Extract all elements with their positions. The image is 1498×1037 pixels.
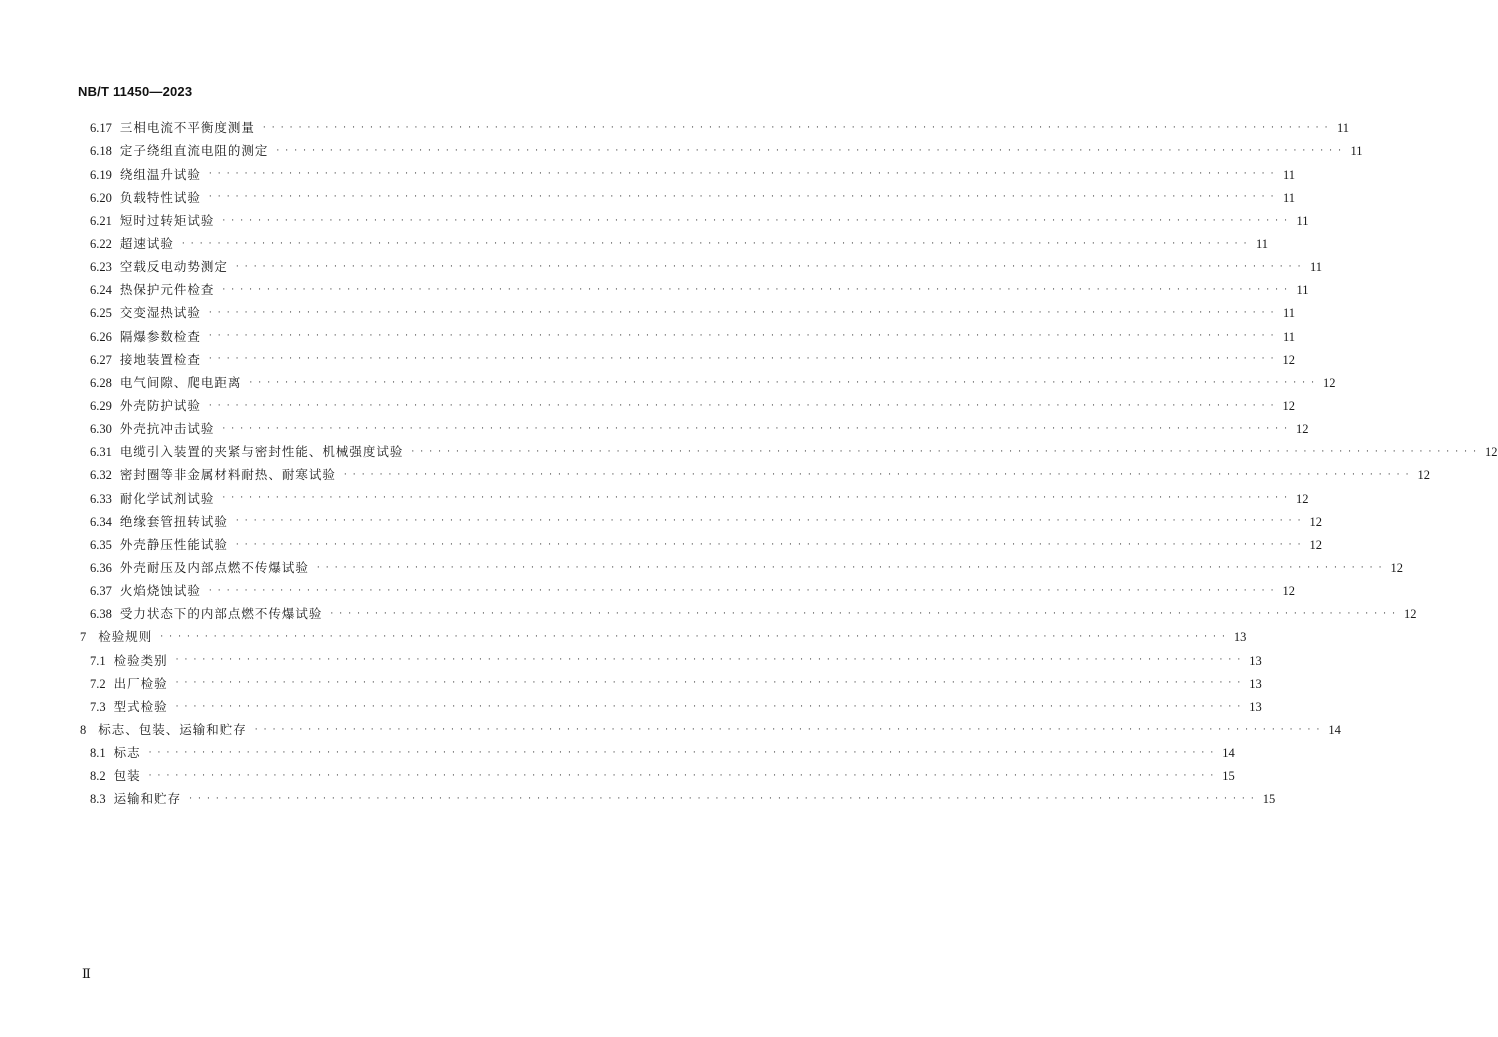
- toc-dot-leader: · · · · · · · · · · · · · · · · · · · · · · · · · · · · · · · · · · · · · · · · · · · · · · · · · · · · · · · · · · · · · · · · · · · · · · · · · · · · · · · · · · · · · · · · · · · · · · · · · · · · · · · · · · · · · · · · · · · · · · · ·: [208, 354, 1276, 365]
- toc-dot-leader: · · · · · · · · · · · · · · · · · · · · · · · · · · · · · · · · · · · · · · · · · · · · · · · · · · · · · · · · · · · · · · · · · · · · · · · · · · · · · · · · · · · · · · · · · · · · · · · · · · · · · · · · · · · · · · · · · · · · · · · ·: [222, 423, 1289, 434]
- toc-dot-leader: · · · · · · · · · · · · · · · · · · · · · · · · · · · · · · · · · · · · · · · · · · · · · · · · · · · · · · · · · · · · · · · · · · · · · · · · · · · · · · · · · · · · · · · · · · · · · · · · · · · · · · · · · · · · · · · · · · · · · · · ·: [208, 331, 1276, 342]
- toc-entry-number: 7.3: [90, 699, 106, 714]
- toc-entry-title: 外壳静压性能试验: [119, 536, 228, 552]
- toc-dot-leader: · · · · · · · · · · · · · · · · · · · · · · · · · · · · · · · · · · · · · · · · · · · · · · · · · · · · · · · · · · · · · · · · · · · · · · · · · · · · · · · · · · · · · · · · · · · · · · · · · · · · · · · · · · · · · · · · · · · · · · · ·: [189, 794, 1256, 805]
- toc-entry-page: 13: [1249, 699, 1262, 714]
- page-number: Ⅱ: [82, 966, 91, 981]
- toc-entry-number: 6.30: [90, 422, 112, 437]
- toc-dot-leader: · · · · · · · · · · · · · · · · · · · · · · · · · · · · · · · · · · · · · · · · · · · · · · · · · · · · · · · · · · · · · · · · · · · · · · · · · · · · · · · · · · · · · · · · · · · · · · · · · · · · · · · · · · · · · · · · · · · · · · · ·: [411, 447, 1478, 458]
- toc-entry-title: 外壳抗冲击试验: [119, 421, 215, 437]
- toc-dot-leader: · · · · · · · · · · · · · · · · · · · · · · · · · · · · · · · · · · · · · · · · · · · · · · · · · · · · · · · · · · · · · · · · · · · · · · · · · · · · · · · · · · · · · · · · · · · · · · · · · · · · · · · · · · · · · · · · · · · · · · · ·: [160, 632, 1227, 643]
- toc-entry[interactable]: [0, 626, 1247, 649]
- toc-entry-page: 11: [1282, 306, 1296, 321]
- toc-entry[interactable]: [0, 487, 1309, 510]
- toc-entry-number: 6.31: [90, 445, 112, 460]
- toc-entry[interactable]: [0, 163, 1296, 186]
- toc-entry[interactable]: [0, 719, 1341, 742]
- toc-entry-number: 7: [80, 630, 87, 645]
- toc-entry-title: 标志、包装、运输和贮存: [98, 721, 247, 737]
- toc-dot-leader: · · · · · · · · · · · · · · · · · · · · · · · · · · · · · · · · · · · · · · · · · · · · · · · · · · · · · · · · · · · · · · · · · · · · · · · · · · · · · · · · · · · · · · · · · · · · · · · · · · · · · · · · · · · · · · · · · · · · · · · ·: [175, 701, 1242, 712]
- toc-entry-number: 6.27: [90, 352, 112, 367]
- toc-dot-leader: · · · · · · · · · · · · · · · · · · · · · · · · · · · · · · · · · · · · · · · · · · · · · · · · · · · · · · · · · · · · · · · · · · · · · · · · · · · · · · · · · · · · · · · · · · · · · · · · · · · · · · · · · · · · · · · · · · · · · · · ·: [222, 215, 1289, 226]
- toc-entry[interactable]: [0, 441, 1498, 464]
- toc-entry-page: 12: [1296, 422, 1309, 437]
- toc-entry-page: 12: [1282, 352, 1296, 367]
- toc-dot-leader: · · · · · · · · · · · · · · · · · · · · · · · · · · · · · · · · · · · · · · · · · · · · · · · · · · · · · · · · · · · · · · · · · · · · · · · · · · · · · · · · · · · · · · · · · · · · · · · · · · · · · · · · · · · · · · · · · · · · · · · ·: [330, 609, 1397, 620]
- toc-entry[interactable]: [0, 510, 1323, 533]
- toc-dot-leader: · · · · · · · · · · · · · · · · · · · · · · · · · · · · · · · · · · · · · · · · · · · · · · · · · · · · · · · · · · · · · · · · · · · · · · · · · · · · · · · · · · · · · · · · · · · · · · · · · · · · · · · · · · · · · · · · · · · · · · · ·: [343, 470, 1411, 481]
- toc-entry-number: 8.1: [90, 746, 106, 761]
- toc-entry-title: 空载反电动势测定: [119, 259, 228, 275]
- toc-dot-leader: · · · · · · · · · · · · · · · · · · · · · · · · · · · · · · · · · · · · · · · · · · · · · · · · · · · · · · · · · · · · · · · · · · · · · · · · · · · · · · · · · · · · · · · · · · · · · · · · · · · · · · · · · · · · · · · · · · · · · · · ·: [148, 747, 1215, 758]
- table-of-contents: [0, 117, 1498, 811]
- toc-entry[interactable]: [0, 302, 1296, 325]
- toc-entry-title: 绕组温升试验: [119, 166, 201, 182]
- toc-dot-leader: · · · · · · · · · · · · · · · · · · · · · · · · · · · · · · · · · · · · · · · · · · · · · · · · · · · · · · · · · · · · · · · · · · · · · · · · · · · · · · · · · · · · · · · · · · · · · · · · · · · · · · · · · · · · · · · · · · · · · · · ·: [316, 562, 1384, 573]
- toc-entry[interactable]: [0, 672, 1262, 695]
- toc-entry-page: 11: [1255, 237, 1269, 252]
- toc-dot-leader: · · · · · · · · · · · · · · · · · · · · · · · · · · · · · · · · · · · · · · · · · · · · · · · · · · · · · · · · · · · · · · · · · · · · · · · · · · · · · · · · · · · · · · · · · · · · · · · · · · · · · · · · · · · · · · · · · · · · · · · ·: [235, 539, 1303, 550]
- toc-entry-title: 短时过转矩试验: [119, 212, 215, 228]
- toc-entry-page: 14: [1222, 746, 1235, 761]
- toc-entry-title: 负载特性试验: [119, 189, 201, 205]
- toc-dot-leader: · · · · · · · · · · · · · · · · · · · · · · · · · · · · · · · · · · · · · · · · · · · · · · · · · · · · · · · · · · · · · · · · · · · · · · · · · · · · · · · · · · · · · · · · · · · · · · · · · · · · · · · · · · · · · · · · · · · · · · · ·: [181, 238, 1249, 249]
- toc-dot-leader: · · · · · · · · · · · · · · · · · · · · · · · · · · · · · · · · · · · · · · · · · · · · · · · · · · · · · · · · · · · · · · · · · · · · · · · · · · · · · · · · · · · · · · · · · · · · · · · · · · · · · · · · · · · · · · · · · · · · · · · ·: [235, 516, 1303, 527]
- toc-entry-number: 6.18: [90, 144, 112, 159]
- toc-entry-page: 12: [1296, 491, 1309, 506]
- toc-dot-leader: · · · · · · · · · · · · · · · · · · · · · · · · · · · · · · · · · · · · · · · · · · · · · · · · · · · · · · · · · · · · · · · · · · · · · · · · · · · · · · · · · · · · · · · · · · · · · · · · · · · · · · · · · · · · · · · · · · · · · · · ·: [208, 169, 1276, 180]
- toc-entry-page: 11: [1296, 213, 1309, 228]
- toc-entry[interactable]: [0, 186, 1296, 209]
- toc-entry-number: 6.36: [90, 560, 112, 575]
- toc-entry[interactable]: [0, 140, 1363, 163]
- toc-entry[interactable]: [0, 788, 1276, 811]
- toc-entry[interactable]: [0, 603, 1417, 626]
- toc-entry[interactable]: [0, 557, 1404, 580]
- toc-entry-number: 6.17: [90, 121, 112, 136]
- toc-entry-page: 12: [1282, 399, 1296, 413]
- toc-entry-number: 6.23: [90, 260, 112, 275]
- toc-entry[interactable]: [0, 765, 1235, 788]
- toc-dot-leader: · · · · · · · · · · · · · · · · · · · · · · · · · · · · · · · · · · · · · · · · · · · · · · · · · · · · · · · · · · · · · · · · · · · · · · · · · · · · · · · · · · · · · · · · · · · · · · · · · · · · · · · · · · · · · · · · · · · · · · · ·: [235, 261, 1303, 272]
- toc-entry[interactable]: [0, 256, 1323, 279]
- toc-entry[interactable]: [0, 696, 1262, 719]
- toc-dot-leader: · · · · · · · · · · · · · · · · · · · · · · · · · · · · · · · · · · · · · · · · · · · · · · · · · · · · · · · · · · · · · · · · · · · · · · · · · · · · · · · · · · · · · · · · · · · · · · · · · · · · · · · · · · · · · · · · · · · · · · · ·: [249, 377, 1316, 388]
- toc-entry-number: 6.25: [90, 306, 112, 321]
- toc-dot-leader: · · · · · · · · · · · · · · · · · · · · · · · · · · · · · · · · · · · · · · · · · · · · · · · · · · · · · · · · · · · · · · · · · · · · · · · · · · · · · · · · · · · · · · · · · · · · · · · · · · · · · · · · · · · · · · · · · · · · · · · ·: [175, 655, 1242, 666]
- toc-entry-title: 电缆引入装置的夹紧与密封性能、机械强度试验: [119, 444, 404, 460]
- toc-entry-number: 6.22: [90, 237, 112, 252]
- toc-entry-number: 6.35: [90, 537, 112, 552]
- toc-entry-page: 11: [1282, 190, 1296, 205]
- toc-entry-page: 11: [1282, 329, 1296, 344]
- toc-entry-page: 12: [1390, 560, 1404, 575]
- toc-dot-leader: · · · · · · · · · · · · · · · · · · · · · · · · · · · · · · · · · · · · · · · · · · · · · · · · · · · · · · · · · · · · · · · · · · · · · · · · · · · · · · · · · · · · · · · · · · · · · · · · · · · · · · · · · · · · · · · · · · · · · · · ·: [208, 308, 1276, 319]
- toc-entry-title: 定子绕组直流电阻的测定: [119, 143, 269, 159]
- toc-dot-leader: · · · · · · · · · · · · · · · · · · · · · · · · · · · · · · · · · · · · · · · · · · · · · · · · · · · · · · · · · · · · · · · · · · · · · · · · · · · · · · · · · · · · · · · · · · · · · · · · · · · · · · · · · · · · · · · · · · · · · · · ·: [222, 493, 1289, 504]
- toc-entry[interactable]: [0, 534, 1323, 557]
- toc-dot-leader: · · · · · · · · · · · · · · · · · · · · · · · · · · · · · · · · · · · · · · · · · · · · · · · · · · · · · · · · · · · · · · · · · · · · · · · · · · · · · · · · · · · · · · · · · · · · · · · · · · · · · · · · · · · · · · · · · · · · · · · ·: [208, 585, 1276, 596]
- toc-entry[interactable]: [0, 372, 1336, 395]
- toc-entry-page: 12: [1282, 584, 1296, 599]
- toc-entry-page: 12: [1309, 537, 1323, 552]
- toc-entry-number: 6.32: [90, 468, 112, 483]
- toc-entry-number: 6.24: [90, 283, 112, 298]
- toc-entry-title: 标志: [113, 745, 141, 761]
- toc-entry[interactable]: [0, 742, 1235, 765]
- toc-entry-title: 检验类别: [113, 652, 168, 668]
- toc-entry-title: 耐化学试剂试验: [119, 490, 215, 506]
- toc-dot-leader: · · · · · · · · · · · · · · · · · · · · · · · · · · · · · · · · · · · · · · · · · · · · · · · · · · · · · · · · · · · · · · · · · · · · · · · · · · · · · · · · · · · · · · · · · · · · · · · · · · · · · · · · · · · · · · · · · · · · · · · ·: [148, 771, 1215, 781]
- toc-entry[interactable]: [0, 348, 1296, 371]
- toc-entry-number: 8: [80, 722, 87, 737]
- toc-entry-number: 6.19: [90, 167, 112, 182]
- toc-entry[interactable]: [0, 395, 1296, 418]
- toc-entry-number: 6.29: [90, 399, 112, 413]
- toc-entry[interactable]: [0, 279, 1309, 302]
- toc-entry-page: 12: [1323, 375, 1336, 390]
- toc-dot-leader: · · · · · · · · · · · · · · · · · · · · · · · · · · · · · · · · · · · · · · · · · · · · · · · · · · · · · · · · · · · · · · · · · · · · · · · · · · · · · · · · · · · · · · · · · · · · · · · · · · · · · · · · · · · · · · · · · · · · · · · ·: [222, 285, 1289, 296]
- toc-entry-title: 型式检验: [113, 698, 168, 714]
- toc-entry[interactable]: [0, 233, 1269, 256]
- toc-entry-number: 6.21: [90, 213, 112, 228]
- toc-entry-number: 6.28: [90, 375, 112, 390]
- toc-entry-title: 交变湿热试验: [119, 305, 201, 321]
- toc-entry-number: 6.34: [90, 514, 112, 529]
- toc-entry-page: 12: [1404, 607, 1417, 622]
- toc-entry-page: 11: [1336, 121, 1350, 136]
- toc-entry-page: 12: [1485, 445, 1498, 460]
- toc-entry-page: 12: [1309, 514, 1323, 529]
- toc-entry-title: 接地装置检查: [119, 351, 201, 367]
- toc-entry-title: 密封圈等非金属材料耐热、耐寒试验: [119, 467, 336, 483]
- toc-entry-page: 14: [1328, 722, 1341, 737]
- toc-entry-title: 三相电流不平衡度测量: [119, 120, 255, 136]
- toc-entry[interactable]: [0, 580, 1296, 603]
- toc-entry-page: 13: [1249, 676, 1262, 691]
- toc-entry-title: 检验规则: [98, 629, 153, 645]
- toc-entry-number: 6.38: [90, 607, 112, 622]
- toc-entry-page: 11: [1350, 144, 1363, 159]
- toc-entry-title: 包装: [113, 768, 141, 784]
- toc-entry-title: 外壳防护试验: [119, 398, 201, 413]
- toc-dot-leader: · · · · · · · · · · · · · · · · · · · · · · · · · · · · · · · · · · · · · · · · · · · · · · · · · · · · · · · · · · · · · · · · · · · · · · · · · · · · · · · · · · · · · · · · · · · · · · · · · · · · · · · · · · · · · · · · · · · · · · · ·: [175, 678, 1242, 689]
- toc-entry-title: 电气间隙、爬电距离: [119, 374, 242, 390]
- toc-entry-page: 11: [1282, 167, 1296, 182]
- toc-entry-number: 6.20: [90, 190, 112, 205]
- toc-entry-title: 绝缘套管扭转试验: [119, 513, 228, 529]
- toc-dot-leader: · · · · · · · · · · · · · · · · · · · · · · · · · · · · · · · · · · · · · · · · · · · · · · · · · · · · · · · · · · · · · · · · · · · · · · · · · · · · · · · · · · · · · · · · · · · · · · · · · · · · · · · · · · · · · · · · · · · · · · · ·: [208, 192, 1276, 203]
- toc-entry[interactable]: [0, 649, 1262, 672]
- toc-entry-title: 超速试验: [119, 236, 174, 252]
- toc-entry[interactable]: [0, 418, 1309, 441]
- toc-dot-leader: · · · · · · · · · · · · · · · · · · · · · · · · · · · · · · · · · · · · · · · · · · · · · · · · · · · · · · · · · · · · · · · · · · · · · · · · · · · · · · · · · · · · · · · · · · · · · · · · · · · · · · · · · · · · · · · · · · · · · · · ·: [276, 146, 1343, 157]
- toc-entry-page: 11: [1309, 260, 1323, 275]
- toc-entry-page: 11: [1296, 283, 1309, 298]
- toc-entry-page: 12: [1417, 468, 1431, 483]
- toc-entry-title: 出厂检验: [113, 675, 168, 691]
- toc-entry-title: 火焰烧蚀试验: [119, 583, 201, 599]
- toc-entry-title: 受力状态下的内部点燃不传爆试验: [119, 606, 323, 622]
- toc-entry-page: 13: [1249, 653, 1262, 668]
- toc-entry[interactable]: [0, 325, 1296, 348]
- toc-entry-title: 外壳耐压及内部点燃不传爆试验: [119, 559, 309, 575]
- toc-entry-number: 8.3: [90, 792, 106, 807]
- toc-entry-number: 6.37: [90, 584, 112, 599]
- toc-entry-number: 6.26: [90, 329, 112, 344]
- toc-dot-leader: · · · · · · · · · · · · · · · · · · · · · · · · · · · · · · · · · · · · · · · · · · · · · · · · · · · · · · · · · · · · · · · · · · · · · · · · · · · · · · · · · · · · · · · · · · · · · · · · · · · · · · · · · · · · · · · · · · · · · · · ·: [208, 400, 1276, 411]
- toc-entry-title: 隔爆参数检查: [119, 328, 201, 344]
- toc-entry-number: 7.1: [90, 653, 106, 668]
- toc-entry-number: 8.2: [90, 769, 106, 784]
- toc-entry-page: 15: [1262, 792, 1276, 807]
- toc-dot-leader: · · · · · · · · · · · · · · · · · · · · · · · · · · · · · · · · · · · · · · · · · · · · · · · · · · · · · · · · · · · · · · · · · · · · · · · · · · · · · · · · · · · · · · · · · · · · · · · · · · · · · · · · · · · · · · · · · · · · · · · ·: [254, 724, 1321, 735]
- toc-entry-page: 15: [1222, 769, 1235, 784]
- toc-dot-leader: · · · · · · · · · · · · · · · · · · · · · · · · · · · · · · · · · · · · · · · · · · · · · · · · · · · · · · · · · · · · · · · · · · · · · · · · · · · · · · · · · · · · · · · · · · · · · · · · · · · · · · · · · · · · · · · · · · · · · · · ·: [262, 123, 1330, 134]
- toc-entry[interactable]: [0, 117, 1350, 140]
- document-number: NB/T 11450—2023: [78, 84, 193, 99]
- toc-entry[interactable]: [0, 464, 1431, 487]
- toc-entry[interactable]: [0, 210, 1309, 233]
- toc-entry-number: 7.2: [90, 676, 106, 691]
- toc-entry-title: 运输和贮存: [113, 791, 182, 807]
- toc-entry-page: 13: [1233, 630, 1247, 645]
- toc-entry-number: 6.33: [90, 491, 112, 506]
- toc-entry-title: 热保护元件检查: [119, 282, 215, 298]
